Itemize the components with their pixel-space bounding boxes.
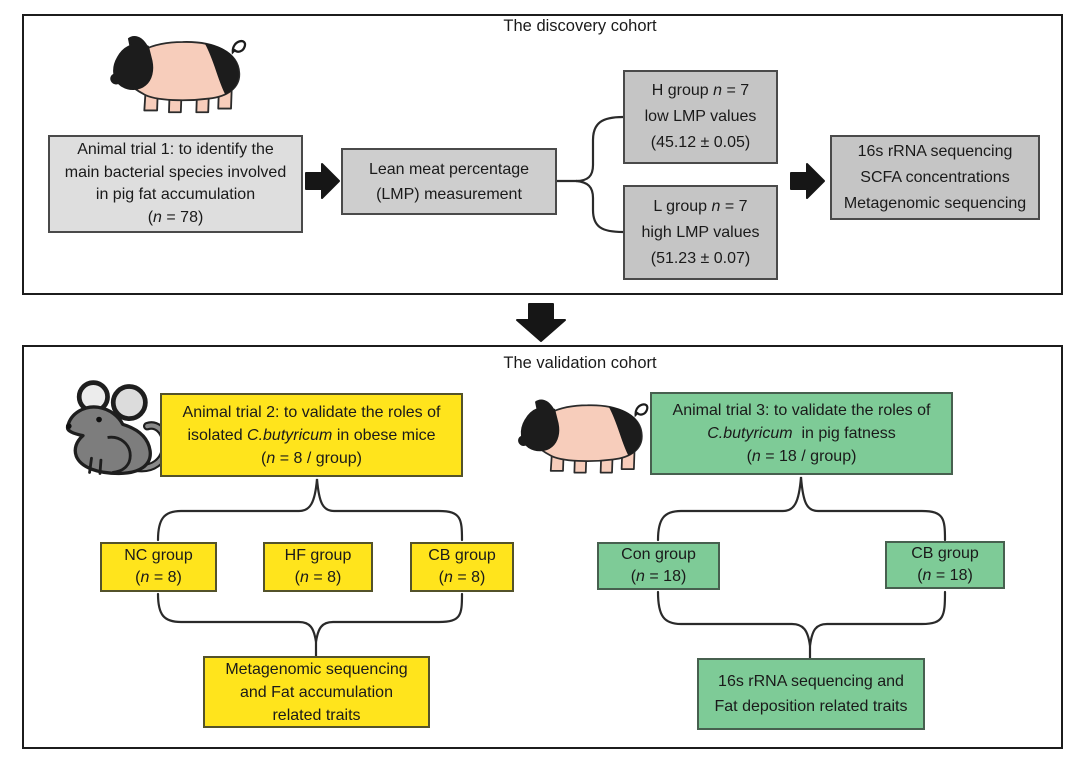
sequencing-outputs-box <box>830 135 1040 220</box>
text-line: Lean meat percentage <box>368 160 530 178</box>
text-line: H group n = 7 <box>651 82 750 99</box>
cb-group-pigs-box <box>885 541 1005 589</box>
trial1-box <box>48 135 303 233</box>
text-line: (45.12 ± 0.05) <box>650 134 751 151</box>
outputs-pigs-box <box>697 658 925 730</box>
text-line: (n = 8) <box>294 569 342 586</box>
trial3-box <box>650 392 953 475</box>
h-group-box <box>623 70 778 164</box>
text-line: (n = 8) <box>135 569 182 586</box>
text-line: in pig fat accumulation <box>95 186 256 203</box>
hf-group-box <box>263 542 373 592</box>
cb-group-mice-box <box>410 542 514 592</box>
mouse-icon <box>58 377 176 481</box>
l-group-box <box>623 185 778 280</box>
down-arrow-icon <box>517 304 565 341</box>
text-line: NC group <box>124 547 193 564</box>
text-line: (n = 18) <box>630 568 687 585</box>
text-line: Con group <box>621 546 696 563</box>
text-line: CB group <box>428 547 496 564</box>
text-line: (LMP) measurement <box>376 185 522 203</box>
text-line: CB group <box>911 545 979 562</box>
outputs-mice-box <box>203 656 430 728</box>
text-line: (n = 18) <box>917 567 973 584</box>
text-line: Metagenomic sequencing <box>843 194 1027 212</box>
text-line: (n = 8 / group) <box>261 449 362 467</box>
text-line: Animal trial 3: to validate the roles of <box>672 402 931 419</box>
pig-icon <box>514 391 654 479</box>
text-line: Animal trial 2: to validate the roles of <box>182 403 441 421</box>
text-line: high LMP values <box>641 223 760 241</box>
text-line: C.butyricum in pig fatness <box>707 425 896 442</box>
nc-group-box <box>100 542 217 592</box>
text-line: SCFA concentrations <box>860 168 1010 186</box>
text-line: Fat deposition related traits <box>714 698 908 715</box>
text-line: related traits <box>272 706 361 724</box>
text-line: (n = 18 / group) <box>746 448 857 465</box>
discovery-title: The discovery cohort <box>503 17 657 35</box>
text-line: 16s rRNA sequencing and <box>718 673 904 690</box>
text-line: low LMP values <box>644 108 757 125</box>
trial2-box <box>160 393 463 477</box>
text-line: L group n = 7 <box>653 197 748 215</box>
pig-icon <box>106 27 252 119</box>
text-line: isolated C.butyricum in obese mice <box>187 426 436 444</box>
validation-title: The validation cohort <box>503 354 657 372</box>
text-line: Metagenomic sequencing <box>225 660 408 678</box>
lmp-box <box>341 148 557 215</box>
text-line: (n = 8) <box>438 569 486 586</box>
text-line: and Fat accumulation <box>240 683 393 701</box>
text-line: Animal trial 1: to identify the <box>77 141 274 158</box>
text-line: main bacterial species involved <box>64 163 287 181</box>
con-group-box <box>597 542 720 590</box>
text-line: (n = 78) <box>147 208 204 226</box>
text-line: 16s rRNA sequencing <box>857 142 1013 160</box>
text-line: (51.23 ± 0.07) <box>650 249 751 267</box>
text-line: HF group <box>284 547 352 564</box>
